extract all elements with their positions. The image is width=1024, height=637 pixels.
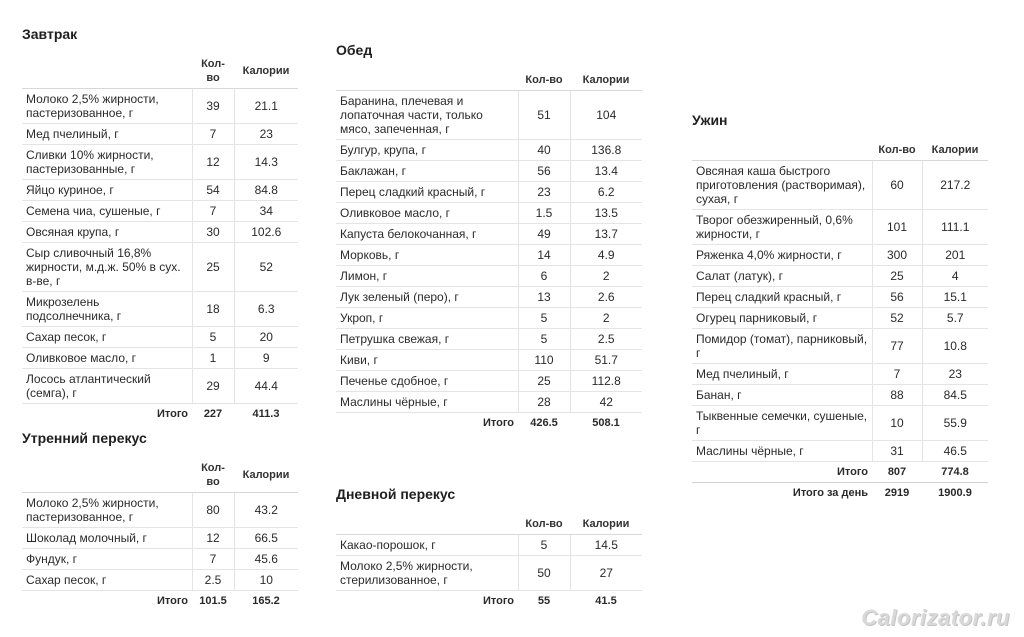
table-row xyxy=(336,371,642,392)
food-calories: 2 xyxy=(570,308,642,329)
food-calories: 9 xyxy=(234,348,298,369)
table-row xyxy=(22,528,298,549)
table-row xyxy=(692,266,988,287)
food-qty: 23 xyxy=(518,182,570,203)
table-header-row xyxy=(336,70,642,91)
section-title: Обед xyxy=(336,42,373,58)
table-row xyxy=(336,329,642,350)
food-name: Сахар песок, г xyxy=(22,570,192,591)
table-row xyxy=(336,392,642,413)
food-name: Лимон, г xyxy=(336,266,518,287)
food-qty: 12 xyxy=(192,528,234,549)
food-name: Печенье сдобное, г xyxy=(336,371,518,392)
food-calories: 46.5 xyxy=(922,441,988,462)
day-total-row xyxy=(692,483,988,504)
table-row xyxy=(22,89,298,124)
table-row xyxy=(336,140,642,161)
food-qty: 25 xyxy=(518,371,570,392)
food-name: Творог обезжиренный, 0,6% жирности, г xyxy=(692,210,872,245)
cal-header: Калории xyxy=(570,70,642,91)
food-calories: 5.7 xyxy=(922,308,988,329)
food-calories: 27 xyxy=(570,556,642,591)
food-calories: 217.2 xyxy=(922,161,988,210)
total-row xyxy=(336,591,642,612)
total-row xyxy=(692,462,988,483)
food-qty: 29 xyxy=(192,369,234,404)
food-name: Киви, г xyxy=(336,350,518,371)
food-qty: 28 xyxy=(518,392,570,413)
food-name: Молоко 2,5% жирности, пастеризованное, г xyxy=(22,493,192,528)
food-calories: 111.1 xyxy=(922,210,988,245)
cal-header: Калории xyxy=(234,54,298,89)
total-row xyxy=(22,591,298,612)
food-name: Сыр сливочный 16,8% жирности, м.д.ж. 50% в сух. в-ве, г xyxy=(22,243,192,292)
day-total-qty: 2919 xyxy=(872,483,922,504)
food-name: Овсяная каша быстрого приготовления (растворимая), сухая, г xyxy=(692,161,872,210)
food-calories: 15.1 xyxy=(922,287,988,308)
food-name: Тыквенные семечки, сушеные, г xyxy=(692,406,872,441)
food-qty: 7 xyxy=(192,201,234,222)
food-qty: 56 xyxy=(872,287,922,308)
table-row xyxy=(692,329,988,364)
food-name: Маслины чёрные, г xyxy=(692,441,872,462)
food-calories: 42 xyxy=(570,392,642,413)
total-label: Итого xyxy=(156,408,188,420)
table-row xyxy=(336,266,642,287)
table-header-row xyxy=(336,514,642,535)
qty-header: Кол-во xyxy=(518,70,570,91)
food-name: Огурец парниковый, г xyxy=(692,308,872,329)
cal-header: Калории xyxy=(234,458,298,493)
food-calories: 84.8 xyxy=(234,180,298,201)
food-name: Мед пчелиный, г xyxy=(692,364,872,385)
table-row xyxy=(22,570,298,591)
food-qty: 5 xyxy=(518,308,570,329)
food-calories: 102.6 xyxy=(234,222,298,243)
food-calories: 2 xyxy=(570,266,642,287)
table-row xyxy=(22,348,298,369)
qty-header: Кол-во xyxy=(192,458,234,493)
food-qty: 10 xyxy=(872,406,922,441)
food-name: Микрозелень подсолнечника, г xyxy=(22,292,192,327)
food-calories: 66.5 xyxy=(234,528,298,549)
food-name: Мед пчелиный, г xyxy=(22,124,192,145)
food-calories: 13.4 xyxy=(570,161,642,182)
qty-header: Кол-во xyxy=(872,140,922,161)
food-name: Маслины чёрные, г xyxy=(336,392,518,413)
table-row xyxy=(22,180,298,201)
table-header-row xyxy=(22,458,298,493)
total-qty: 101.5 xyxy=(199,595,227,607)
day-total-calories: 1900.9 xyxy=(922,483,988,504)
table-row xyxy=(22,201,298,222)
food-qty: 50 xyxy=(518,556,570,591)
food-name: Какао-порошок, г xyxy=(336,535,518,556)
food-calories: 84.5 xyxy=(922,385,988,406)
food-qty: 52 xyxy=(872,308,922,329)
food-calories: 13.7 xyxy=(570,224,642,245)
food-calories: 43.2 xyxy=(234,493,298,528)
food-calories: 2.5 xyxy=(570,329,642,350)
table-row xyxy=(692,385,988,406)
food-name: Морковь, г xyxy=(336,245,518,266)
total-label: Итого xyxy=(836,466,868,478)
food-qty: 13 xyxy=(518,287,570,308)
food-calories: 14.3 xyxy=(234,145,298,180)
food-name: Лосось атлантический (семга), г xyxy=(22,369,192,404)
food-qty: 77 xyxy=(872,329,922,364)
table-row xyxy=(692,441,988,462)
total-calories: 41.5 xyxy=(595,595,617,607)
table-row xyxy=(22,493,298,528)
total-label: Итого xyxy=(156,595,188,607)
food-calories: 52 xyxy=(234,243,298,292)
food-qty: 39 xyxy=(192,89,234,124)
table-row xyxy=(22,327,298,348)
food-name: Булгур, крупа, г xyxy=(336,140,518,161)
table-row xyxy=(336,182,642,203)
table-row xyxy=(692,161,988,210)
food-name: Овсяная крупа, г xyxy=(22,222,192,243)
food-name: Петрушка свежая, г xyxy=(336,329,518,350)
food-qty: 110 xyxy=(518,350,570,371)
food-qty: 12 xyxy=(192,145,234,180)
table-row xyxy=(692,245,988,266)
table-row xyxy=(692,287,988,308)
food-name: Оливковое масло, г xyxy=(336,203,518,224)
food-name: Сахар песок, г xyxy=(22,327,192,348)
food-qty: 14 xyxy=(518,245,570,266)
food-name: Банан, г xyxy=(692,385,872,406)
food-qty: 1.5 xyxy=(518,203,570,224)
food-qty: 7 xyxy=(192,124,234,145)
day-total-label: Итого за день xyxy=(692,483,872,504)
food-calories: 136.8 xyxy=(570,140,642,161)
food-qty: 300 xyxy=(872,245,922,266)
food-qty: 5 xyxy=(518,535,570,556)
food-calories: 34 xyxy=(234,201,298,222)
food-qty: 54 xyxy=(192,180,234,201)
afternoon-snack-table xyxy=(336,514,642,611)
food-qty: 49 xyxy=(518,224,570,245)
cut-off-row xyxy=(826,92,986,100)
food-calories: 112.8 xyxy=(570,371,642,392)
table-row xyxy=(22,222,298,243)
table-header-row xyxy=(692,140,988,161)
table-row xyxy=(336,535,642,556)
qty-header: Кол-во xyxy=(192,54,234,89)
lunch-section xyxy=(336,42,646,433)
food-name: Помидор (томат), парниковый, г xyxy=(692,329,872,364)
food-qty: 88 xyxy=(872,385,922,406)
table-row xyxy=(22,292,298,327)
food-qty: 7 xyxy=(192,549,234,570)
food-qty: 56 xyxy=(518,161,570,182)
qty-header: Кол-во xyxy=(518,514,570,535)
total-calories: 508.1 xyxy=(592,417,620,429)
food-qty: 30 xyxy=(192,222,234,243)
total-calories: 774.8 xyxy=(941,466,969,478)
food-name: Баранина, плечевая и лопаточная части, только мясо, запеченная, г xyxy=(336,91,518,140)
table-row xyxy=(336,308,642,329)
food-qty: 2.5 xyxy=(192,570,234,591)
food-calories: 10.8 xyxy=(922,329,988,364)
food-name: Сливки 10% жирности, пастеризованные, г xyxy=(22,145,192,180)
table-row xyxy=(336,203,642,224)
food-name: Оливковое масло, г xyxy=(22,348,192,369)
breakfast-table xyxy=(22,54,298,424)
table-row xyxy=(22,549,298,570)
food-calories: 21.1 xyxy=(234,89,298,124)
table-row xyxy=(22,243,298,292)
total-qty: 55 xyxy=(537,595,551,607)
food-qty: 101 xyxy=(872,210,922,245)
food-calories: 104 xyxy=(570,91,642,140)
table-row xyxy=(336,350,642,371)
cal-header: Калории xyxy=(570,514,642,535)
food-qty: 25 xyxy=(192,243,234,292)
food-qty: 5 xyxy=(518,329,570,350)
total-label: Итого xyxy=(482,595,514,607)
total-calories: 165.2 xyxy=(252,595,280,607)
food-qty: 51 xyxy=(518,91,570,140)
total-row xyxy=(22,404,298,425)
section-title: Ужин xyxy=(692,112,728,128)
food-name: Укроп, г xyxy=(336,308,518,329)
food-calories: 6.2 xyxy=(570,182,642,203)
food-name: Шоколад молочный, г xyxy=(22,528,192,549)
food-qty: 80 xyxy=(192,493,234,528)
section-title: Утренний перекус xyxy=(22,430,147,446)
table-row xyxy=(336,556,642,591)
food-calories: 10 xyxy=(234,570,298,591)
food-qty: 31 xyxy=(872,441,922,462)
table-row xyxy=(22,145,298,180)
section-title: Дневной перекус xyxy=(336,486,456,502)
watermark: Calorizator.ru xyxy=(861,605,1010,630)
table-row xyxy=(336,245,642,266)
food-name: Ряженка 4,0% жирности, г xyxy=(692,245,872,266)
total-qty: 426.5 xyxy=(530,417,558,429)
food-calories: 51.7 xyxy=(570,350,642,371)
dinner-table xyxy=(692,140,988,503)
food-calories: 201 xyxy=(922,245,988,266)
food-qty: 25 xyxy=(872,266,922,287)
table-row xyxy=(22,124,298,145)
food-calories: 23 xyxy=(922,364,988,385)
morning-snack-section xyxy=(22,430,300,611)
table-row xyxy=(692,308,988,329)
total-calories: 411.3 xyxy=(252,408,280,420)
cal-header: Калории xyxy=(922,140,988,161)
morning-snack-table xyxy=(22,458,298,611)
food-name: Перец сладкий красный, г xyxy=(336,182,518,203)
food-qty: 6 xyxy=(518,266,570,287)
food-calories: 4 xyxy=(922,266,988,287)
table-row xyxy=(336,224,642,245)
food-name: Семена чиа, сушеные, г xyxy=(22,201,192,222)
food-calories: 45.6 xyxy=(234,549,298,570)
food-qty: 5 xyxy=(192,327,234,348)
table-row xyxy=(692,406,988,441)
table-header-row xyxy=(22,54,298,89)
section-title: Завтрак xyxy=(22,26,78,42)
table-row xyxy=(22,369,298,404)
food-calories: 55.9 xyxy=(922,406,988,441)
food-qty: 18 xyxy=(192,292,234,327)
total-label: Итого xyxy=(482,417,514,429)
total-row xyxy=(336,413,642,434)
lunch-table xyxy=(336,70,642,433)
food-name: Фундук, г xyxy=(22,549,192,570)
afternoon-snack-section xyxy=(336,486,646,611)
food-qty: 7 xyxy=(872,364,922,385)
food-name: Яйцо куриное, г xyxy=(22,180,192,201)
food-name: Капуста белокочанная, г xyxy=(336,224,518,245)
food-calories: 13.5 xyxy=(570,203,642,224)
food-qty: 40 xyxy=(518,140,570,161)
food-calories: 44.4 xyxy=(234,369,298,404)
food-name: Молоко 2,5% жирности, пастеризованное, г xyxy=(22,89,192,124)
food-name: Салат (латук), г xyxy=(692,266,872,287)
food-name: Баклажан, г xyxy=(336,161,518,182)
table-row xyxy=(336,161,642,182)
food-calories: 20 xyxy=(234,327,298,348)
food-calories: 4.9 xyxy=(570,245,642,266)
food-name: Перец сладкий красный, г xyxy=(692,287,872,308)
food-calories: 23 xyxy=(234,124,298,145)
food-calories: 6.3 xyxy=(234,292,298,327)
table-row xyxy=(336,91,642,140)
food-qty: 60 xyxy=(872,161,922,210)
breakfast-section xyxy=(22,26,300,424)
food-calories: 14.5 xyxy=(570,535,642,556)
table-row xyxy=(692,210,988,245)
food-qty: 1 xyxy=(192,348,234,369)
dinner-section xyxy=(692,112,992,503)
food-calories: 2.6 xyxy=(570,287,642,308)
table-row xyxy=(692,364,988,385)
food-name: Лук зеленый (перо), г xyxy=(336,287,518,308)
total-qty: 227 xyxy=(203,408,223,420)
total-qty: 807 xyxy=(887,466,907,478)
food-name: Молоко 2,5% жирности, стерилизованное, г xyxy=(336,556,518,591)
table-row xyxy=(336,287,642,308)
